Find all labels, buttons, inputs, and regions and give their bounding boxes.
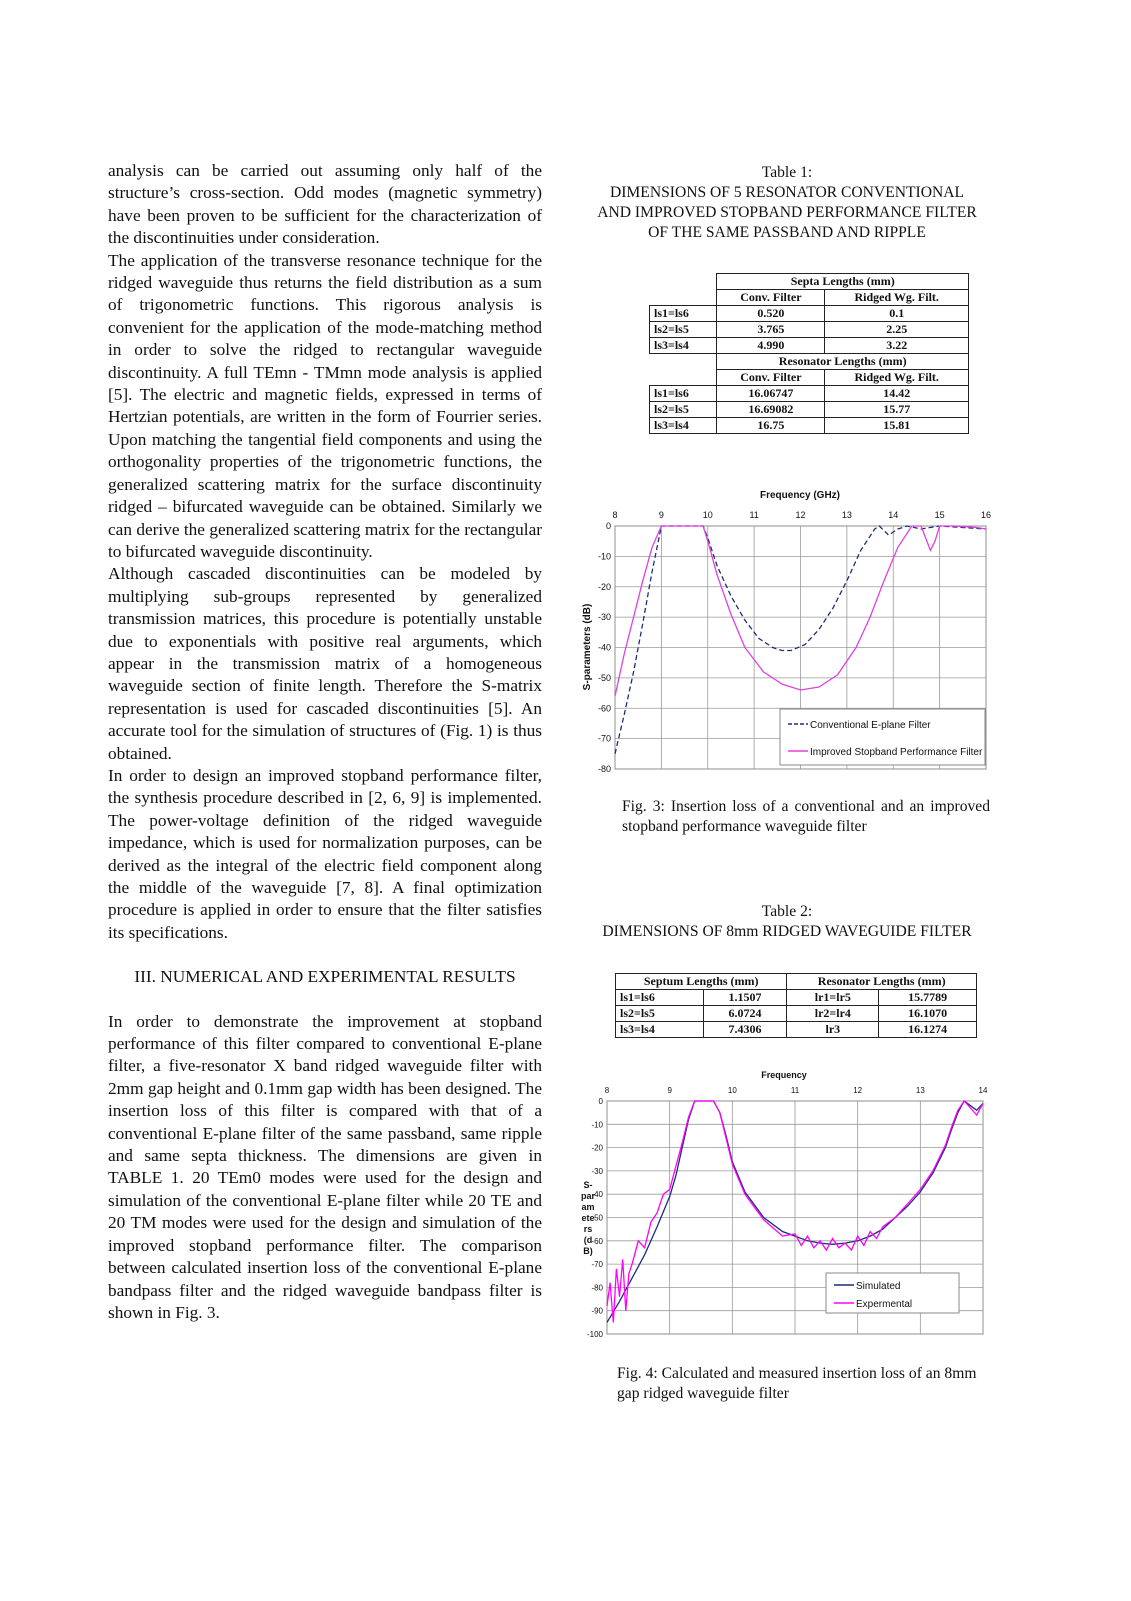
fig3-caption: Fig. 3: Insertion loss of a conventional and an improved stopband performance waveguide filter <box>622 798 990 835</box>
table-cell: 16.75 <box>717 418 825 434</box>
y-axis-title: ete <box>581 1213 595 1223</box>
x-tick-label: 13 <box>915 1086 925 1095</box>
table-cell: 16.1274 <box>879 1022 977 1038</box>
paragraph-intro: analysis can be carried out assuming only half of the structure’s cross-section. Odd modes (magnetic symmetry) have been proven to be sufficient for the characterization of the discontinuities under consideration. <box>108 161 542 248</box>
x-tick-label: 12 <box>795 510 806 520</box>
y-tick-label: -20 <box>597 581 611 592</box>
x-tick-label: 11 <box>749 510 759 520</box>
table-cell: ls3=ls4 <box>616 1022 704 1038</box>
table-cell: ls2=ls5 <box>650 402 717 418</box>
table1-caption <box>582 163 992 243</box>
table1-col-conv: Conv. Filter <box>717 370 825 386</box>
table-row <box>616 990 977 1006</box>
table1-title: Table 1: <box>761 164 813 181</box>
legend-label: Improved Stopband Performance Filter <box>810 747 983 758</box>
y-axis-title: B) <box>583 1246 593 1256</box>
y-tick-label: -80 <box>597 764 611 774</box>
table-cell: lr2=lr4 <box>787 1006 879 1022</box>
table1-septa-header: Septa Lengths (mm) <box>717 274 969 290</box>
table-cell: ls3=ls4 <box>650 338 717 354</box>
y-tick-label: -50 <box>591 1213 603 1223</box>
y-axis-title: am <box>581 1202 595 1212</box>
table2-septum-header: Septum Lengths (mm) <box>616 974 787 990</box>
y-tick-label: -30 <box>591 1166 603 1176</box>
table-cell: 15.7789 <box>879 990 977 1006</box>
table-cell: ls1=ls6 <box>650 306 717 322</box>
legend-label: Expermental <box>856 1299 913 1310</box>
y-tick-label: -70 <box>591 1260 603 1270</box>
x-axis-title: Frequency <box>761 1070 807 1080</box>
table2-subtitle: DIMENSIONS OF 8mm RIDGED WAVEGUIDE FILTER <box>602 923 972 940</box>
paragraph-transverse-resonance: The application of the transverse resonance technique for the ridged waveguide thus returns the field distribution as a sum of trigonometric functions. This rigorous analysis is convenient for the application of the mode-matching method in order to solve the ridged to rectangular waveguide discontinuity. A full TEmn - TMmn mode analysis is applied [5]. The electric and magnetic fields, expressed in terms of Hertzian potentials, are written in the form of Fourrier series. Upon matching the tangential field components and using the orthogonality properties of the trigonometric functions, the generalized scattering matrix for the surface discontinuity ridged – bifurcated waveguide can be obtained. Similarly we can derive the generalized scattering matrix for the rectangular to bifurcated waveguide discontinuity. <box>108 250 542 561</box>
x-tick-label: 8 <box>612 510 618 520</box>
y-axis-title: S- <box>583 1180 593 1190</box>
x-tick-label: 9 <box>667 1086 672 1095</box>
y-tick-label: -50 <box>597 672 611 683</box>
table-cell: 3.22 <box>825 338 969 354</box>
paragraph-cascaded: Although cascaded discontinuities can be modeled by multiplying sub-groups represented by generalized transmission matrices, this procedure is potentially unstable due to exponentials with positive real arguments, which appear in the transmission matrix of a homogeneous waveguide section of finite length. Therefore the S-matrix representation is used for cascaded discontinuities [5]. An accurate tool for the simulation of structures of (Fig. 1) is thus obtained. <box>108 564 542 763</box>
table-row <box>650 306 969 322</box>
y-axis-title: par <box>580 1191 596 1201</box>
y-tick-label: -70 <box>597 733 611 744</box>
table-cell: lr1=lr5 <box>787 990 879 1006</box>
y-tick-label: -40 <box>591 1190 603 1200</box>
x-tick-label: 9 <box>658 510 664 520</box>
y-tick-label: -100 <box>586 1330 603 1339</box>
table-cell: 0.1 <box>825 306 969 322</box>
table-cell: lr3 <box>787 1022 879 1038</box>
table-cell: 16.06747 <box>717 386 825 402</box>
table1-col-ridged: Ridged Wg. Filt. <box>825 290 969 306</box>
table2-resonator-header: Resonator Lengths (mm) <box>787 974 977 990</box>
table1-subtitle-line1: DIMENSIONS OF 5 RESONATOR CONVENTIONAL <box>609 184 965 201</box>
table-cell: 2.25 <box>825 322 969 338</box>
fig4-plot <box>578 1066 1008 1348</box>
fig4-caption: Fig. 4: Calculated and measured insertion loss of an 8mm gap ridged waveguide filter <box>617 1365 977 1402</box>
x-tick-label: 13 <box>841 510 852 520</box>
fig4-chart <box>578 1066 1008 1348</box>
table-cell: 15.81 <box>825 418 969 434</box>
table2-caption <box>582 902 992 942</box>
table1-subtitle-line2: AND IMPROVED STOPBAND PERFORMANCE FILTER <box>597 204 977 221</box>
x-tick-label: 16 <box>980 510 992 520</box>
fig3-chart <box>578 487 1008 797</box>
table-row <box>650 386 969 402</box>
legend-label: Conventional E-plane Filter <box>810 720 931 731</box>
x-tick-label: 10 <box>727 1086 737 1095</box>
table-cell: 6.0724 <box>703 1006 787 1022</box>
y-tick-label: -80 <box>591 1283 603 1293</box>
y-tick-label: -20 <box>591 1143 603 1153</box>
table1 <box>649 273 969 434</box>
table-cell: 3.765 <box>717 322 825 338</box>
x-tick-label: 8 <box>604 1086 610 1095</box>
table-cell: 7.4306 <box>703 1022 787 1038</box>
y-axis-title: S-parameters (dB) <box>582 603 593 691</box>
y-tick-label: -30 <box>597 612 611 623</box>
left-column <box>108 160 542 1324</box>
x-tick-label: 14 <box>978 1086 988 1095</box>
y-axis-title: (d <box>583 1235 593 1245</box>
y-tick-label: -10 <box>591 1120 603 1130</box>
table-cell: 4.990 <box>717 338 825 354</box>
table1-resonator-header: Resonator Lengths (mm) <box>717 354 969 370</box>
y-tick-label: -40 <box>597 642 611 653</box>
y-tick-label: 0 <box>598 1097 603 1106</box>
paragraph-design: In order to design an improved stopband performance filter, the synthesis procedure described in [2, 6, 9] is implemented. The power-voltage definition of the ridged waveguide impedance, which is used for normalization purposes, can be derived as the integral of the electric field component along the middle of the waveguide [7, 8]. A final optimization procedure is applied in order to ensure that the filter satisfies its specifications. <box>108 765 542 942</box>
legend-label: Simulated <box>856 1281 901 1292</box>
table-cell: 14.42 <box>825 386 969 402</box>
table-cell: 1.1507 <box>703 990 787 1006</box>
table-cell: ls1=ls6 <box>650 386 717 402</box>
table1-col-ridged: Ridged Wg. Filt. <box>825 370 969 386</box>
table-cell: 16.69082 <box>717 402 825 418</box>
y-tick-label: -90 <box>591 1306 603 1316</box>
y-tick-label: -10 <box>597 551 611 562</box>
table-cell: 16.1070 <box>879 1006 977 1022</box>
table1-col-conv: Conv. Filter <box>717 290 825 306</box>
table-cell: ls2=ls5 <box>616 1006 704 1022</box>
y-tick-label: -60 <box>597 703 611 714</box>
section-heading: III. NUMERICAL AND EXPERIMENTAL RESULTS <box>134 967 516 987</box>
x-tick-label: 14 <box>888 510 899 520</box>
table-cell: ls3=ls4 <box>650 418 717 434</box>
table-row <box>650 402 969 418</box>
table-cell: 15.77 <box>825 402 969 418</box>
table-row <box>650 418 969 434</box>
x-tick-label: 10 <box>702 510 713 520</box>
fig3-plot <box>578 487 1008 797</box>
table1-subtitle-line3: OF THE SAME PASSBAND AND RIPPLE <box>648 224 926 241</box>
paragraph-results: In order to demonstrate the improvement at stopband performance of this filter compared to conventional E-plane filter, a five-resonator X band ridged waveguide filter with 2mm gap height and 0.1mm gap width has been designed. The insertion loss of this filter is compared with that of a conventional E-plane filter of the same passband, same ripple and same septa thickness. The dimensions are given in TABLE 1. 20 TEm0 modes were used for the design and simulation of the conventional E-plane filter while 20 TE and 20 TM modes were used for the design and simulation of the improved stopband performance filter. The comparison between calculated insertion loss of the conventional E-plane bandpass filter and the ridged waveguide bandpass filter is shown in Fig. 3. <box>108 1011 542 1322</box>
x-tick-label: 12 <box>853 1086 863 1095</box>
y-tick-label: -60 <box>591 1236 603 1246</box>
y-axis-title: rs <box>583 1224 593 1234</box>
table-row <box>650 322 969 338</box>
table-row <box>616 1006 977 1022</box>
y-tick-label: 0 <box>605 521 611 531</box>
x-axis-title: Frequency (GHz) <box>759 490 841 501</box>
table-cell: 0.520 <box>717 306 825 322</box>
table2-title: Table 2: <box>761 903 813 920</box>
table-row <box>650 338 969 354</box>
x-tick-label: 15 <box>934 510 945 520</box>
table-row <box>616 1022 977 1038</box>
x-tick-label: 11 <box>790 1086 800 1095</box>
table-cell: ls2=ls5 <box>650 322 717 338</box>
table2 <box>615 973 977 1038</box>
table-cell: ls1=ls6 <box>616 990 704 1006</box>
